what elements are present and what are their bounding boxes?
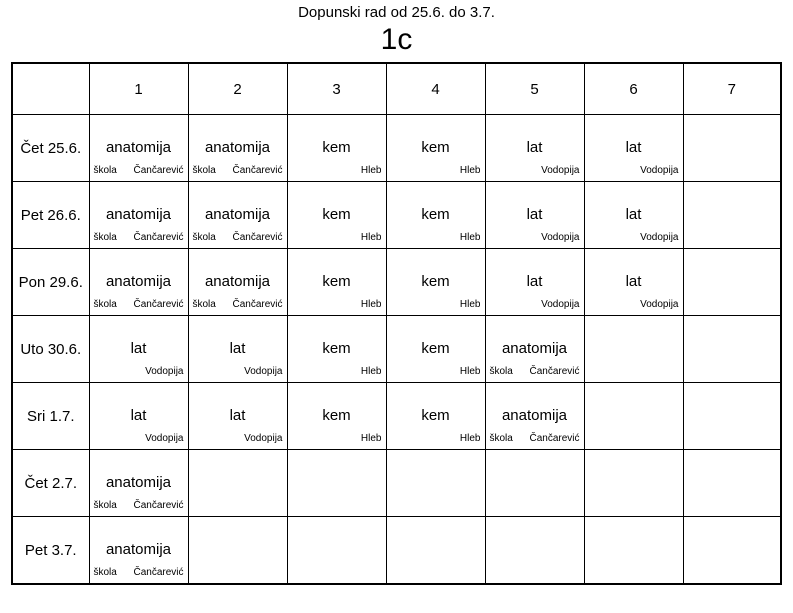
room-label: škola <box>192 232 216 243</box>
lesson-cell <box>386 115 485 182</box>
subject-name: kem <box>322 273 351 290</box>
room-label: škola <box>93 299 117 310</box>
lesson-cell <box>89 450 188 517</box>
lesson-cell <box>287 383 386 450</box>
room-label: škola <box>192 299 216 310</box>
lesson-cell <box>188 249 287 316</box>
subject-name: lat <box>526 139 543 156</box>
schedule-subtitle: Dopunski rad od 25.6. do 3.7. <box>298 4 495 21</box>
subject-name: kem <box>421 139 450 156</box>
teacher-name: Hleb <box>360 299 382 310</box>
day-row <box>12 383 781 450</box>
subject-name: kem <box>421 273 450 290</box>
teacher-name: Hleb <box>360 366 382 377</box>
room-label: škola <box>192 165 216 176</box>
lesson-cell <box>683 450 781 517</box>
lesson-cell <box>584 383 683 450</box>
lesson-cell <box>485 383 584 450</box>
teacher-name: Vodopija <box>541 299 580 310</box>
lesson-cell <box>485 182 584 249</box>
teacher-name: Vodopija <box>244 366 283 377</box>
lesson-cell <box>386 182 485 249</box>
lesson-cell <box>287 450 386 517</box>
room-label: škola <box>93 500 117 511</box>
lesson-cell <box>485 450 584 517</box>
lesson-cell <box>89 182 188 249</box>
day-row <box>12 115 781 182</box>
room-label: škola <box>489 433 513 444</box>
subject-name: kem <box>421 206 450 223</box>
lesson-cell <box>188 383 287 450</box>
day-row <box>12 316 781 383</box>
teacher-name: Hleb <box>459 299 481 310</box>
day-label: Pet 3.7. <box>12 517 89 585</box>
lesson-cell <box>287 517 386 585</box>
room-label: škola <box>489 366 513 377</box>
teacher-name: Hleb <box>459 232 481 243</box>
period-header: 7 <box>683 63 781 115</box>
lesson-cell <box>683 383 781 450</box>
subject-name: anatomija <box>204 139 271 156</box>
lesson-cell <box>386 450 485 517</box>
subject-name: lat <box>229 340 246 357</box>
lesson-cell <box>89 316 188 383</box>
teacher-name: Vodopija <box>640 232 679 243</box>
lesson-cell <box>683 249 781 316</box>
day-row <box>12 450 781 517</box>
teacher-name: Čančarević <box>133 567 184 578</box>
lesson-cell <box>584 450 683 517</box>
lesson-cell <box>89 517 188 585</box>
subject-name: lat <box>625 139 642 156</box>
period-header: 6 <box>584 63 683 115</box>
teacher-name: Čančarević <box>133 299 184 310</box>
teacher-name: Vodopija <box>640 165 679 176</box>
subject-name: kem <box>421 340 450 357</box>
teacher-name: Čančarević <box>232 165 283 176</box>
lesson-cell <box>188 517 287 585</box>
day-label: Čet 25.6. <box>12 115 89 182</box>
lesson-cell <box>584 316 683 383</box>
subject-name: anatomija <box>204 273 271 290</box>
lesson-cell <box>485 115 584 182</box>
teacher-name: Čančarević <box>133 232 184 243</box>
lesson-cell <box>683 517 781 585</box>
subject-name: kem <box>322 407 351 424</box>
teacher-name: Hleb <box>459 165 481 176</box>
teacher-name: Vodopija <box>541 232 580 243</box>
lesson-cell <box>485 249 584 316</box>
lesson-cell <box>188 316 287 383</box>
lesson-cell <box>386 249 485 316</box>
subject-name: kem <box>421 407 450 424</box>
day-label: Čet 2.7. <box>12 450 89 517</box>
teacher-name: Vodopija <box>145 366 184 377</box>
teacher-name: Čančarević <box>529 433 580 444</box>
lesson-cell <box>89 383 188 450</box>
lesson-cell <box>287 316 386 383</box>
period-header: 4 <box>386 63 485 115</box>
subject-name: anatomija <box>105 206 172 223</box>
teacher-name: Vodopija <box>640 299 679 310</box>
schedule-table <box>11 62 782 585</box>
subject-name: lat <box>130 407 147 424</box>
day-label: Pet 26.6. <box>12 182 89 249</box>
day-label: Pon 29.6. <box>12 249 89 316</box>
subject-name: anatomija <box>105 273 172 290</box>
period-header: 1 <box>89 63 188 115</box>
lesson-cell <box>89 115 188 182</box>
period-header: 5 <box>485 63 584 115</box>
lesson-cell <box>188 182 287 249</box>
lesson-cell <box>386 517 485 585</box>
corner-cell <box>12 63 89 115</box>
subject-name: lat <box>526 206 543 223</box>
class-title: 1c <box>380 23 413 56</box>
lesson-cell <box>188 115 287 182</box>
day-row <box>12 182 781 249</box>
subject-name: anatomija <box>501 340 568 357</box>
teacher-name: Čančarević <box>232 299 283 310</box>
teacher-name: Čančarević <box>529 366 580 377</box>
subject-name: kem <box>322 340 351 357</box>
subject-name: lat <box>625 273 642 290</box>
teacher-name: Vodopija <box>244 433 283 444</box>
room-label: škola <box>93 567 117 578</box>
teacher-name: Hleb <box>459 433 481 444</box>
subject-name: lat <box>130 340 147 357</box>
lesson-cell <box>287 115 386 182</box>
teacher-name: Hleb <box>360 165 382 176</box>
teacher-name: Čančarević <box>232 232 283 243</box>
lesson-cell <box>485 517 584 585</box>
day-label: Uto 30.6. <box>12 316 89 383</box>
lesson-cell <box>584 182 683 249</box>
lesson-cell <box>584 249 683 316</box>
subject-name: anatomija <box>204 206 271 223</box>
subject-name: lat <box>526 273 543 290</box>
subject-name: kem <box>322 206 351 223</box>
lesson-cell <box>683 182 781 249</box>
lesson-cell <box>683 115 781 182</box>
day-label: Sri 1.7. <box>12 383 89 450</box>
subject-name: anatomija <box>105 139 172 156</box>
teacher-name: Vodopija <box>145 433 184 444</box>
period-header: 2 <box>188 63 287 115</box>
header-row <box>12 63 781 115</box>
subject-name: anatomija <box>501 407 568 424</box>
lesson-cell <box>386 316 485 383</box>
lesson-cell <box>584 517 683 585</box>
day-row <box>12 249 781 316</box>
subject-name: anatomija <box>105 474 172 491</box>
teacher-name: Vodopija <box>541 165 580 176</box>
lesson-cell <box>386 383 485 450</box>
lesson-cell <box>683 316 781 383</box>
teacher-name: Hleb <box>459 366 481 377</box>
lesson-cell <box>485 316 584 383</box>
room-label: škola <box>93 232 117 243</box>
subject-name: lat <box>229 407 246 424</box>
day-row <box>12 517 781 585</box>
lesson-cell <box>287 249 386 316</box>
lesson-cell <box>188 450 287 517</box>
teacher-name: Čančarević <box>133 500 184 511</box>
lesson-cell <box>89 249 188 316</box>
subject-name: lat <box>625 206 642 223</box>
teacher-name: Hleb <box>360 433 382 444</box>
teacher-name: Hleb <box>360 232 382 243</box>
subject-name: anatomija <box>105 541 172 558</box>
lesson-cell <box>287 182 386 249</box>
teacher-name: Čančarević <box>133 165 184 176</box>
subject-name: kem <box>322 139 351 156</box>
room-label: škola <box>93 165 117 176</box>
period-header: 3 <box>287 63 386 115</box>
lesson-cell <box>584 115 683 182</box>
